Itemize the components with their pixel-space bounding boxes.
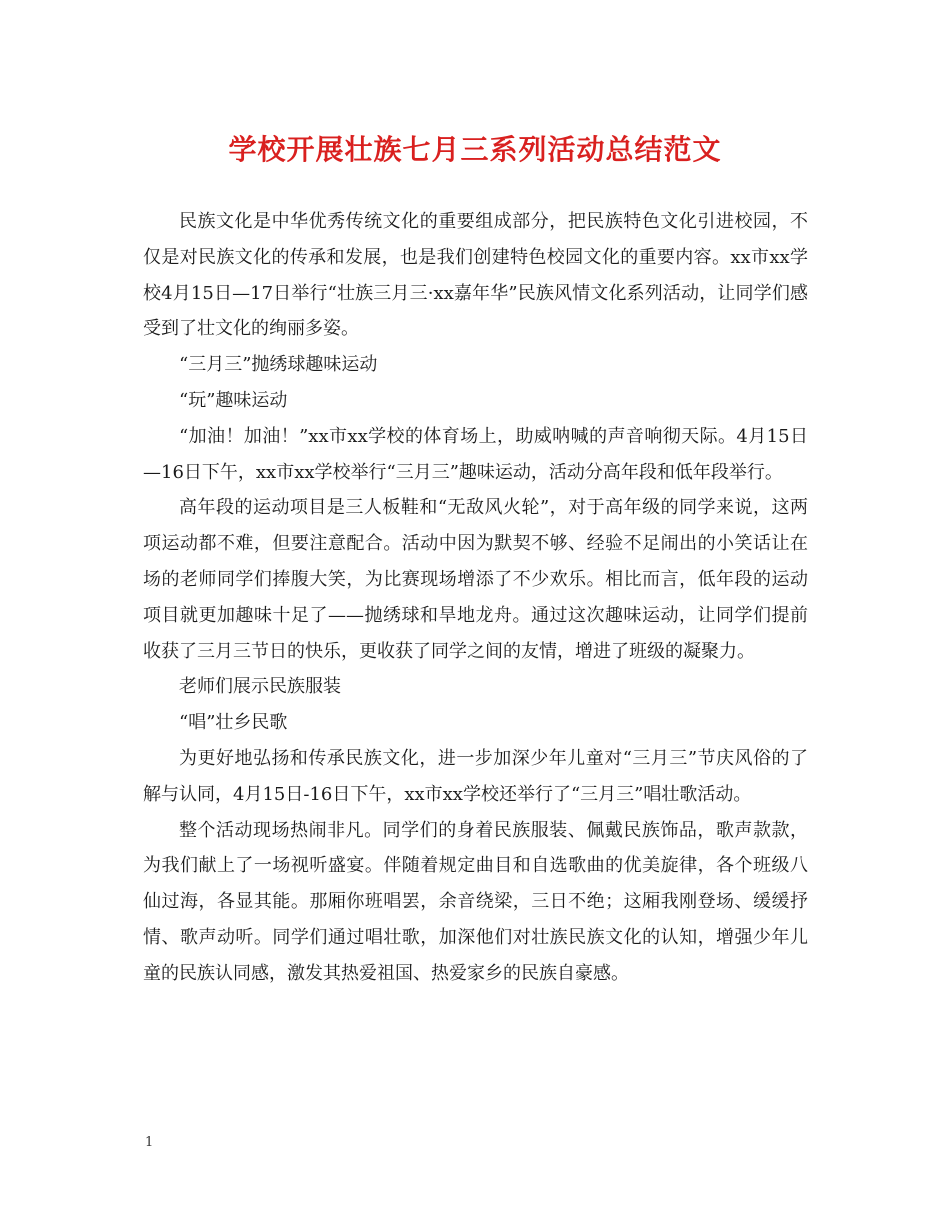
heading-throw-ball-games: “三月三”抛绣球趣味运动 xyxy=(179,354,378,376)
heading-play-games: “玩”趣味运动 xyxy=(179,389,288,411)
paragraph-singing-activity: 为更好地弘扬和传承民族文化，进一步加深少年儿童对“三月三”节庆风俗的了解与认同，4月15日-16日下午，xx市xx学校还举行了“三月三”唱壮歌活动。 xyxy=(143,747,808,805)
paragraph-intro: 民族文化是中华优秀传统文化的重要组成部分，把民族特色文化引进校园，不仅是对民族文化的传承和发展，也是我们创建特色校园文化的重要内容。xx市xx学校4月15日—17日举行“壮族三月三·xx嘉年华”民族风情文化系列活动，让同学们感受到了壮文化的绚丽多姿。 xyxy=(143,211,808,340)
paragraph-sports-events: 高年段的运动项目是三人板鞋和“无敌风火轮”，对于高年级的同学来说，这两项运动都不难，但要注意配合。活动中因为默契不够、经验不足闹出的小笑话让在场的老师同学们捧腹大笑，为比赛现场增添了不少欢乐。相比而言，低年段的运动项目就更加趣味十足了——抛绣球和旱地龙舟。通过这次趣味运动，让同学们提前收获了三月三节日的快乐，更收获了同学之间的友情，增进了班级的凝聚力。 xyxy=(143,497,808,662)
document-title: 学校开展壮族七月三系列活动总结范文 xyxy=(228,133,722,166)
heading-sing-folk-songs: “唱”壮乡民歌 xyxy=(179,712,288,734)
document-body xyxy=(143,204,808,992)
paragraph-event-atmosphere: 整个活动现场热闹非凡。同学们的身着民族服装、佩戴民族饰品，歌声款款，为我们献上了一场视听盛宴。伴随着规定曲目和自选歌曲的优美旋律，各个班级八仙过海，各显其能。那厢你班唱罢，余音绕梁，三日不绝；这厢我刚登场、缓缓抒情、歌声动听。同学们通过唱壮歌，加深他们对壮族民族文化的认知，增强少年儿童的民族认同感，激发其热爱祖国、热爱家乡的民族自豪感。 xyxy=(143,819,808,984)
page-number: 1 xyxy=(145,1135,154,1150)
heading-teachers-costumes: 老师们展示民族服装 xyxy=(179,676,341,698)
paragraph-cheering: “加油！加油！”xx市xx学校的体育场上，助威呐喊的声音响彻天际。4月15日—16日下午，xx市xx学校举行“三月三”趣味运动，活动分高年段和低年段举行。 xyxy=(143,425,808,483)
